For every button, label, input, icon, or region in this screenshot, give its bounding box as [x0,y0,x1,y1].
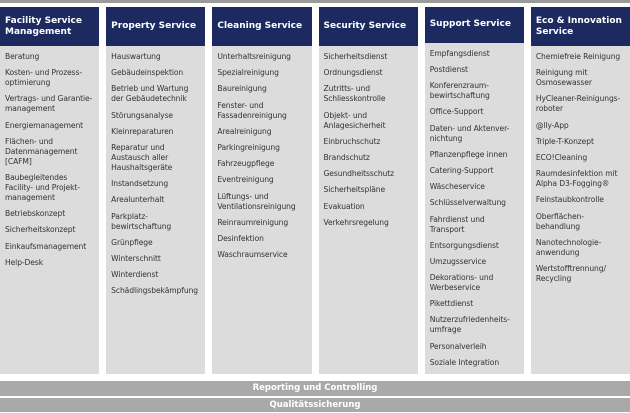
service-item: Betrieb und Wartung der Gebäudetechnik [111,84,189,104]
column-header: Facility Service Management [0,7,99,46]
service-item: Beratung [5,52,40,61]
service-item: Hauswartung [111,52,161,61]
service-item: @lly-App [535,120,569,130]
service-item: Kosten- und Prozess-optimierung [5,68,83,88]
service-list [0,46,99,274]
service-item: Einkaufsmanagement [5,241,87,251]
service-item: Postdienst [429,65,468,74]
service-list [106,46,205,302]
service-item: Grünpflege [111,237,153,247]
service-item: Schlüsselverwaltung [429,198,506,208]
service-item: Feinstaubkontrolle [535,195,604,205]
service-item: Parkingreinigung [217,142,280,152]
service-item: Sicherheitspläne [323,185,386,195]
column-header: Cleaning Service [212,7,311,46]
column-header: Eco & Innovation Service [531,7,630,46]
service-item: Reinigung mit Osmosewasser [535,68,592,88]
service-item: Nutzerzufriedenheits-umfrage [429,315,510,335]
service-item: Reinraumreinigung [217,217,289,227]
service-item: Parkplatz-bewirtschaftung [111,211,172,231]
service-item: Zutritts- und Schliesskontrolle [323,84,386,104]
service-item: Reparatur und Austausch aller Haushaltsgeräte [111,142,173,172]
service-item: Unterhaltsreinigung [217,52,291,61]
service-item: Arealunterhalt [111,195,165,205]
service-column [319,7,418,374]
service-item: Brandschutz [323,152,370,162]
service-item: Instandsetzung [111,179,169,189]
quality-bar: Qualitätssicherung [0,398,630,412]
service-item: Catering-Support [429,165,494,175]
service-item: Soziale Integration [429,357,500,367]
service-item: Betriebskonzept [5,209,66,219]
column-header: Property Service [106,7,205,46]
service-item: Fahrdienst und Transport [429,214,485,234]
service-item: Winterschnitt [111,253,161,263]
service-item: Konferenzraum-bewirtschaftung [429,81,490,101]
top-divider [0,0,630,3]
service-item: Ordnungsdienst [323,68,383,78]
service-item: Pflanzenpflege innen [429,149,508,159]
service-item: Eventreinigung [217,175,274,185]
service-list [425,43,524,374]
service-item: Dekorations- und Werbeservice [429,273,494,293]
service-item: Nanotechnologie-anwendung [535,237,602,257]
service-item: Spezialreinigung [217,68,279,78]
service-column [106,7,205,374]
service-item: Störungsanalyse [111,110,173,120]
service-item: Flächen- und Datenmanagement [CAFM] [5,136,78,166]
reporting-bar: Reporting und Controlling [0,381,630,396]
column-header: Support Service [425,7,524,43]
service-column [0,7,99,374]
service-item: Fahrzeugpflege [217,159,275,169]
service-item: Arealreinigung [217,126,272,136]
service-list [531,46,630,290]
service-item: Vertrags- und Garantie-management [5,94,93,114]
service-item: Objekt- und Anlagesicherheit [323,110,386,130]
service-item: Energiemanagement [5,120,84,130]
service-item: Chemiefreie Reinigung [535,52,621,61]
service-item: Desinfektion [217,233,264,243]
service-item: Raumdesinfektion mit Alpha D3-Fogging® [535,169,618,189]
service-item: Help-Desk [5,257,44,267]
service-item: Office-Support [429,107,484,117]
service-item: Empfangsdienst [429,48,490,58]
service-item: Gesundheitsschutz [323,169,395,179]
column-header: Security Service [319,7,418,46]
service-columns [0,7,630,374]
service-list [212,46,311,266]
service-item: ECO!Cleaning [535,152,588,162]
service-item: Fenster- und Fassadenreinigung [217,100,287,120]
service-item: Personalverleih [429,341,487,351]
service-item: Baureinigung [217,84,267,94]
service-item: Schädlingsbekämpfung [111,286,199,296]
service-item: Wertstofftrennung/ Recycling [535,263,606,283]
service-item: Wäscheservice [429,182,485,192]
service-item: Kleinreparaturen [111,126,174,136]
service-item: Waschraumservice [217,250,288,260]
service-item: Verkehrsregelung [323,217,389,227]
service-column [212,7,311,374]
service-item: Lüftungs- und Ventilationsreinigung [217,191,296,211]
service-item: Evakuation [323,201,365,211]
service-item: Sicherheitskonzept [5,225,76,235]
service-list [319,46,418,234]
service-item: HyCleaner-Reinigungs-roboter [535,94,621,114]
service-item: Entsorgungsdienst [429,240,499,250]
service-item: Umzugsservice [429,256,487,266]
service-item: Pikettdienst [429,299,474,309]
service-item: Gebäudeinspektion [111,68,184,78]
service-item: Baubegleitendes Facility- und Projekt-management [5,172,80,202]
service-item: Triple-T-Konzept [535,136,594,146]
service-item: Einbruchschutz [323,136,381,146]
service-item: Oberflächen-behandlung [535,211,584,231]
service-item: Sicherheitsdienst [323,52,388,61]
service-column [425,7,524,374]
service-column [531,7,630,374]
service-item: Winterdienst [111,270,159,280]
service-item: Daten- und Aktenver-nichtung [429,123,510,143]
